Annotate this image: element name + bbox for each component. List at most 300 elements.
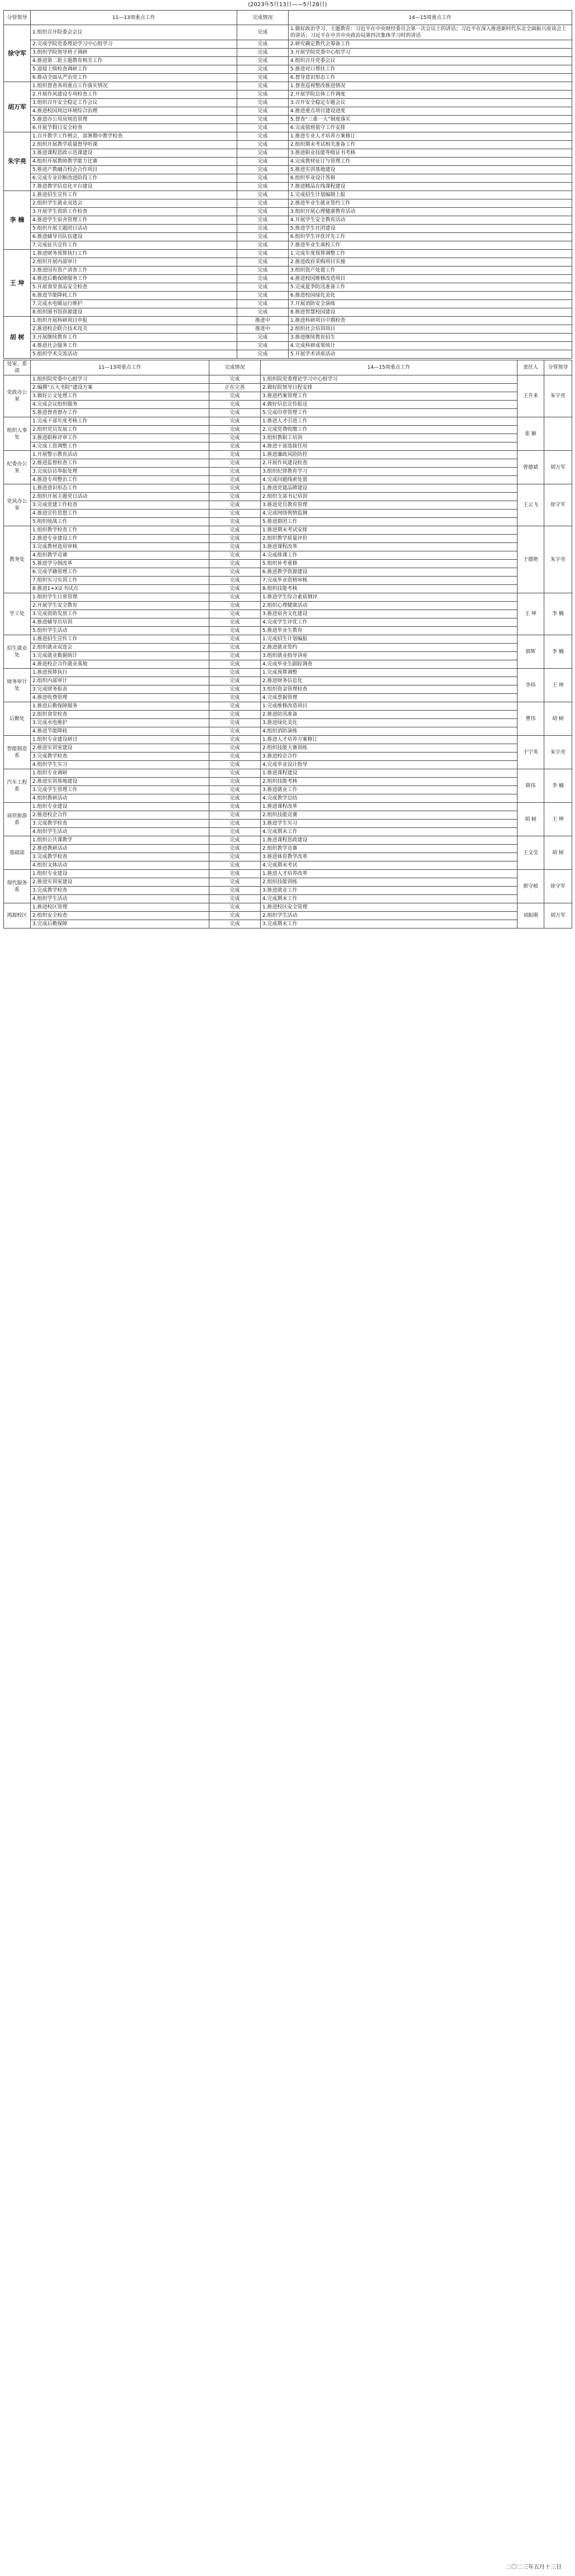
dept-next-task: 1.推进课程建设 [261, 769, 518, 778]
leader-status: 完成 [237, 149, 289, 158]
dept-status: 完成 [209, 761, 261, 769]
dept-next-task: 4.推进干部选拔任用 [261, 442, 518, 451]
leader-prev-task: 5.推进产教融合校企合作项目 [31, 166, 237, 174]
depts-header-next: 14—15周重点工作 [261, 360, 518, 375]
depts-header-person: 责任人 [518, 360, 544, 375]
dept-prev-task: 1.组织院党委中心组学习 [31, 375, 209, 384]
leader-status: 完成 [237, 65, 289, 74]
dept-row [4, 895, 572, 903]
leader-prev-task: 2.组织学生就业双选会 [31, 199, 237, 208]
dept-next-task: 3.推进就业工作 [261, 786, 518, 794]
dept-status: 完成 [209, 618, 261, 627]
dept-row [4, 828, 572, 836]
leader-status: 完成 [237, 107, 289, 116]
dept-prev-task: 2.推进监督检查工作 [31, 459, 209, 468]
dept-row [4, 610, 572, 618]
dept-status: 完成 [209, 560, 261, 568]
leader-next-task: 2.推进政府采购项目实施 [289, 258, 572, 266]
dept-prev-task: 5.推进学分制改革 [31, 560, 209, 568]
dept-row [4, 501, 572, 510]
dept-name: 财务审计处 [4, 669, 31, 702]
dept-next-task: 5.推进毕业生教育 [261, 627, 518, 635]
leader-prev-task: 5.组织开展主题团日活动 [31, 225, 237, 233]
dept-row [4, 442, 572, 451]
dept-row [4, 484, 572, 493]
leader-status: 完成 [237, 199, 289, 208]
leader-row [4, 342, 572, 350]
depts-header-dept: 处室、系部 [4, 360, 31, 375]
dept-status: 正在完善 [209, 384, 261, 392]
leaders-table-body [4, 25, 572, 359]
leaders-table [3, 10, 572, 359]
leader-name: 胡 树 [4, 317, 31, 359]
leader-next-task: 8.推进智慧校园建设 [289, 308, 572, 317]
dept-status: 完成 [209, 468, 261, 476]
dept-next-task: 4.做好信息宣传报送 [261, 401, 518, 409]
leader-status: 完成 [237, 191, 289, 199]
dept-leader: 李 楠 [544, 635, 572, 669]
dept-prev-task: 4.推进节能降耗 [31, 727, 209, 736]
leader-status: 完成 [237, 174, 289, 183]
dept-next-task: 8.组织技能考核 [261, 585, 518, 593]
dept-status: 完成 [209, 401, 261, 409]
dept-next-task: 3.推进就业工作 [261, 887, 518, 895]
leader-status: 完成 [237, 141, 289, 149]
dept-row [4, 618, 572, 627]
leader-status: 完成 [237, 258, 289, 266]
dept-next-task: 2.开展作风建设检查 [261, 459, 518, 468]
dept-next-task: 1.推进党建品牌建设 [261, 484, 518, 493]
leader-row [4, 308, 572, 317]
leader-row [4, 91, 572, 99]
dept-status: 完成 [209, 820, 261, 828]
dept-status: 完成 [209, 895, 261, 903]
dept-next-task: 4.完成期末工作 [261, 828, 518, 836]
leader-prev-task: 3.组织召开安全稳定工作会议 [31, 99, 237, 107]
dept-next-task: 1.完成维修改造项目 [261, 702, 518, 711]
leader-next-task: 3.组织资产处置工作 [289, 266, 572, 275]
dept-status: 完成 [209, 510, 261, 518]
dept-name: 鸿源校区 [4, 903, 31, 928]
dept-prev-task: 4.组织文体活动 [31, 861, 209, 870]
dept-next-task: 5.组织补考重修 [261, 560, 518, 568]
leader-prev-task: 5.推进办公用房规范管理 [31, 116, 237, 124]
dept-next-task: 4.完成票据管理 [261, 694, 518, 702]
dept-row [4, 459, 572, 468]
dept-status: 完成 [209, 811, 261, 820]
dept-status: 完成 [209, 610, 261, 618]
leader-status: 完成 [237, 82, 289, 91]
dept-row [4, 510, 572, 518]
dept-next-task: 3.组织纪律教育学习 [261, 468, 518, 476]
leader-row [4, 124, 572, 132]
dept-prev-task: 1.组织公共课教学 [31, 836, 209, 845]
leader-status: 完成 [237, 241, 289, 250]
dept-next-task: 3.完成期末工作 [261, 920, 518, 928]
dept-status: 完成 [209, 753, 261, 761]
dept-prev-task: 3.完成党建工作检查 [31, 501, 209, 510]
dept-prev-task: 2.组织党员发展工作 [31, 426, 209, 434]
leader-row [4, 233, 572, 241]
dept-prev-task: 2.组织就业双选会 [31, 644, 209, 652]
leader-next-task: 3.召开安全稳定专题会议 [289, 99, 572, 107]
leader-prev-task: 7.完成水电暖运行维护 [31, 300, 237, 308]
dept-next-task: 1.完成预算调整 [261, 669, 518, 677]
dept-person: 胡 树 [518, 803, 544, 836]
leader-name: 李 楠 [4, 191, 31, 250]
leader-status: 完成 [237, 91, 289, 99]
dept-name: 组织人事处 [4, 417, 31, 451]
leader-status: 完成 [237, 342, 289, 350]
dept-prev-task: 2.推进实训室建设 [31, 744, 209, 753]
dept-row [4, 878, 572, 887]
dept-row [4, 685, 572, 694]
dept-row [4, 836, 572, 845]
dept-next-task: 2.推进防汛准备 [261, 711, 518, 719]
dept-prev-task: 2.推进校企合作 [31, 811, 209, 820]
leader-next-task: 5.推进实训基地建设 [289, 166, 572, 174]
dept-status: 完成 [209, 828, 261, 836]
dept-leader: 胡万军 [544, 451, 572, 484]
dept-row [4, 744, 572, 753]
dept-person: 王升来 [518, 375, 544, 417]
dept-person: 王文莹 [518, 836, 544, 870]
dept-next-task: 2.推进财务信息化 [261, 677, 518, 685]
leaders-header-prev: 11—13周重点工作 [31, 11, 237, 25]
dept-next-task: 4.完成毕业生跟踪调查 [261, 660, 518, 669]
leader-row [4, 40, 572, 49]
depts-table [3, 360, 572, 928]
dept-prev-task: 4.推进辅导员培训 [31, 618, 209, 627]
dept-leader: 胡 树 [544, 836, 572, 870]
dept-row [4, 543, 572, 551]
dept-status: 完成 [209, 660, 261, 669]
leader-row [4, 325, 572, 334]
dept-prev-task: 7.组织实习实训工作 [31, 577, 209, 585]
dept-row [4, 384, 572, 392]
leader-next-task: 5.完成夏季防汛准备工作 [289, 283, 572, 292]
dept-row [4, 535, 572, 543]
leader-prev-task: 4.推进社会服务工作 [31, 342, 237, 350]
dept-next-task: 2.组织学生活动 [261, 912, 518, 920]
leader-row [4, 241, 572, 250]
leader-prev-task: 2.完成学院党委理论学习中心组学习 [31, 40, 237, 49]
dept-status: 完成 [209, 920, 261, 928]
leader-next-task: 5.开展学术讲座活动 [289, 350, 572, 359]
leader-row [4, 334, 572, 342]
leader-prev-task: 1.组织开展科研项目申报 [31, 317, 237, 325]
dept-status: 完成 [209, 493, 261, 501]
dept-person: 郭守桢 [518, 870, 544, 903]
leader-next-task: 4.完成科研成果统计 [289, 342, 572, 350]
leader-next-task: 6.推进校园绿化美化 [289, 292, 572, 300]
document-title: (2023年5月13日——5月28日) [248, 2, 327, 8]
leader-status: 完成 [237, 99, 289, 107]
leader-next-task: 5.督查“三重一大”制度落实 [289, 116, 572, 124]
leader-next-task: 3.推进继续教育招生 [289, 334, 572, 342]
dept-prev-task: 4.完成会议组织服务 [31, 401, 209, 409]
dept-prev-task: 2.组织安全检查 [31, 912, 209, 920]
dept-status: 完成 [209, 635, 261, 644]
leader-row [4, 74, 572, 82]
dept-next-task: 3.组织教职工培训 [261, 434, 518, 442]
leader-status: 完成 [237, 183, 289, 191]
dept-status: 完成 [209, 836, 261, 845]
dept-name: 汽车工程系 [4, 769, 31, 803]
dept-status: 完成 [209, 535, 261, 543]
leader-status: 推进中 [237, 317, 289, 325]
dept-name: 现代服务系 [4, 870, 31, 903]
dept-status: 完成 [209, 845, 261, 853]
leader-prev-task: 3.开展学生资助工作检查 [31, 208, 237, 216]
dept-next-task: 2.组织教学质量评价 [261, 535, 518, 543]
dept-leader: 胡 树 [544, 702, 572, 736]
dept-person: 王 坤 [518, 593, 544, 635]
dept-name: 招生就业处 [4, 635, 31, 669]
dept-row [4, 803, 572, 811]
dept-leader: 王 坤 [544, 669, 572, 702]
dept-prev-task: 5.推进督查督办工作 [31, 409, 209, 417]
dept-next-task: 3.推进档案管理工作 [261, 392, 518, 401]
leader-row [4, 258, 572, 266]
dept-prev-task: 4.组织学生活动 [31, 895, 209, 903]
dept-next-task: 1.推进廉政风险防控 [261, 451, 518, 459]
depts-table-body [4, 375, 572, 928]
dept-status: 完成 [209, 887, 261, 895]
leader-prev-task: 5.组织学术交流活动 [31, 350, 237, 359]
depts-header-status: 完成情况 [209, 360, 261, 375]
dept-row [4, 845, 572, 853]
dept-prev-task: 4.推进宣传思想工作 [31, 510, 209, 518]
dept-name: 智能制造系 [4, 736, 31, 769]
dept-prev-task: 3.完成就业数据统计 [31, 652, 209, 660]
dept-prev-task: 2.编撰“五大书院”建设方案 [31, 384, 209, 392]
leader-prev-task: 1.组织召开院委会会议 [31, 25, 237, 40]
dept-next-task: 4.完成毕业设计指导 [261, 761, 518, 769]
dept-status: 完成 [209, 518, 261, 526]
dept-prev-task: 3.完成信访举报处理 [31, 468, 209, 476]
dept-person: 张 颖 [518, 417, 544, 451]
leader-next-task: 1.督查巡视整改推进情况 [289, 82, 572, 91]
dept-leader: 徐守军 [544, 484, 572, 526]
dept-prev-task: 4.组织学生活动 [31, 828, 209, 836]
leader-next-task: 4.推进校园维修改造项目 [289, 275, 572, 283]
leader-row [4, 82, 572, 91]
leader-prev-task: 6.推动全面从严治党工作 [31, 74, 237, 82]
leader-prev-task: 3.推进课程思政示范课建设 [31, 149, 237, 158]
dept-status: 完成 [209, 585, 261, 593]
leader-name: 胡万军 [4, 82, 31, 132]
dept-next-task: 4.完成期末工作 [261, 895, 518, 903]
leader-prev-task: 3.推进国有资产清查工作 [31, 266, 237, 275]
dept-row [4, 753, 572, 761]
leader-prev-task: 2.开展作风建设专项检查工作 [31, 91, 237, 99]
leaders-header-status: 完成情况 [237, 11, 289, 25]
dept-next-task: 1.推进学生综合素质测评 [261, 593, 518, 602]
dept-status: 完成 [209, 794, 261, 803]
dept-next-task: 4.完成教学总结 [261, 794, 518, 803]
leader-prev-task: 7.推进教学信息化平台建设 [31, 183, 237, 191]
leader-status: 完成 [237, 57, 289, 65]
dept-prev-task: 4.推进校企合作就业基地 [31, 660, 209, 669]
dept-name: 党政办公室 [4, 375, 31, 417]
dept-name: 后勤处 [4, 702, 31, 736]
dept-person: 李炜 [518, 669, 544, 702]
leader-row [4, 149, 572, 158]
dept-next-task: 4.组织消防演练 [261, 727, 518, 736]
dept-next-task: 1.完成招生计划编报 [261, 635, 518, 644]
leader-row [4, 283, 572, 292]
dept-status: 完成 [209, 593, 261, 602]
dept-name: 教务处 [4, 526, 31, 593]
dept-next-task: 1.推进期末考试安排 [261, 526, 518, 535]
dept-prev-task: 4.推进收费管理 [31, 694, 209, 702]
dept-person: 曹伟 [518, 702, 544, 736]
leader-prev-task: 4.推进校园周边环境综合治理 [31, 107, 237, 116]
leader-row [4, 174, 572, 183]
dept-prev-task: 1.组织专业调研 [31, 769, 209, 778]
dept-row [4, 727, 572, 736]
leader-row [4, 132, 572, 141]
dept-next-task: 3.推进宿舍文化建设 [261, 610, 518, 618]
leaders-header-leader: 分管领导 [4, 11, 31, 25]
dept-person: 王云飞 [518, 484, 544, 526]
leader-next-task: 3.开展学院党委中心组学习 [289, 49, 572, 57]
dept-leader: 胡万军 [544, 903, 572, 928]
dept-row [4, 912, 572, 920]
dept-row [4, 811, 572, 820]
leader-next-task: 1.做好政治学习、主题教育：习近平在中央财经委员会第一次会议上的讲话；习近平在深入推进新时代东北全面振兴座谈会上的讲话；习近平在中共中央政治局第四次集体学习时的讲话 [289, 25, 572, 40]
dept-status: 完成 [209, 451, 261, 459]
dept-next-task: 2.做好院领导日程安排 [261, 384, 518, 392]
dept-row [4, 644, 572, 652]
leader-next-task: 6.完成值班值守工作安排 [289, 124, 572, 132]
dept-next-task: 4.完成排课工作 [261, 551, 518, 560]
dept-status: 完成 [209, 644, 261, 652]
dept-status: 完成 [209, 669, 261, 677]
dept-prev-task: 5.组织学生活动 [31, 627, 209, 635]
leader-row [4, 191, 572, 199]
dept-status: 完成 [209, 392, 261, 401]
leader-prev-task: 6.开展节假日安全检查 [31, 124, 237, 132]
leader-prev-task: 6.完成专业诊断改进阶段工作 [31, 174, 237, 183]
dept-next-task: 2.组织技能大赛训练 [261, 744, 518, 753]
dept-next-task: 3.推进课程改革 [261, 543, 518, 551]
dept-row [4, 602, 572, 610]
dept-prev-task: 1.推进校区管理 [31, 903, 209, 912]
dept-prev-task: 3.完成教学检查 [31, 820, 209, 828]
dept-prev-task: 4.组织教学竞赛 [31, 551, 209, 560]
depts-header-row [4, 360, 572, 375]
dept-row [4, 375, 572, 384]
dept-row [4, 870, 572, 878]
dept-row [4, 627, 572, 635]
dept-prev-task: 3.完成财务报表 [31, 685, 209, 694]
leader-row [4, 225, 572, 233]
dept-next-task: 4.完成网络舆情监测 [261, 510, 518, 518]
leader-row [4, 57, 572, 65]
dept-status: 完成 [209, 476, 261, 484]
dept-status: 完成 [209, 803, 261, 811]
leader-prev-task: 3.组织学院领导班子调研 [31, 49, 237, 57]
leader-row [4, 141, 572, 149]
dept-next-task: 2.组织支部书记培训 [261, 493, 518, 501]
dept-row [4, 568, 572, 577]
dept-status: 完成 [209, 727, 261, 736]
dept-next-task: 2.组织技能考核 [261, 778, 518, 786]
leader-next-task: 6.组织毕业设计答辩 [289, 174, 572, 183]
dept-leader: 朱宇亮 [544, 526, 572, 593]
dept-leader: 王 坤 [544, 803, 572, 836]
dept-row [4, 711, 572, 719]
leader-next-task: 1.完成年度预算调整工作 [289, 250, 572, 258]
dept-row [4, 426, 572, 434]
leader-prev-task: 2.组织开展内部审计 [31, 258, 237, 266]
leader-status: 完成 [237, 283, 289, 292]
dept-prev-task: 1.完成干部年度考核工作 [31, 417, 209, 426]
dept-status: 完成 [209, 602, 261, 610]
dept-prev-task: 8.推进1+X证书试点 [31, 585, 209, 593]
dept-name: 基础部 [4, 836, 31, 870]
dept-row [4, 434, 572, 442]
dept-next-task: 1.推进人才培养方案修订 [261, 736, 518, 744]
leaders-header-next: 14—15周重点工作 [289, 11, 572, 25]
leader-row [4, 199, 572, 208]
dept-next-task: 3.推进绿化美化 [261, 719, 518, 727]
dept-person: 郭辉 [518, 635, 544, 669]
leader-next-task: 4.推进重点项目建设进度 [289, 107, 572, 116]
leader-row [4, 250, 572, 258]
dept-leader: 李 楠 [544, 593, 572, 635]
dept-leader: 徐守军 [544, 870, 572, 903]
dept-name: 党风办公室 [4, 484, 31, 526]
leader-prev-task: 1.召开教学工作例会，部署期中教学检查 [31, 132, 237, 141]
dept-row [4, 392, 572, 401]
dept-prev-task: 3.完成教材选用审核 [31, 543, 209, 551]
dept-prev-task: 3.完成水电维护 [31, 719, 209, 727]
leader-prev-task: 5.迎接上级检查调研工作 [31, 65, 237, 74]
leader-status: 完成 [237, 132, 289, 141]
leader-prev-task: 4.推进第二批主题教育相关工作 [31, 57, 237, 65]
leader-status: 完成 [237, 25, 289, 40]
dept-status: 完成 [209, 526, 261, 535]
leader-status: 完成 [237, 250, 289, 258]
leader-row [4, 107, 572, 116]
leader-prev-task: 4.组织开展教师教学能力比赛 [31, 158, 237, 166]
leader-status: 完成 [237, 334, 289, 342]
dept-next-task: 3.组织就业指导讲座 [261, 652, 518, 660]
dept-row [4, 778, 572, 786]
leader-status: 完成 [237, 350, 289, 359]
dept-prev-task: 3.完成后勤保障 [31, 920, 209, 928]
leader-status: 完成 [237, 225, 289, 233]
dept-prev-task: 1.组织专业建设 [31, 803, 209, 811]
dept-row [4, 820, 572, 828]
leader-prev-task: 7.完成征兵宣传工作 [31, 241, 237, 250]
dept-status: 完成 [209, 694, 261, 702]
dept-status: 完成 [209, 878, 261, 887]
depts-header-leader: 分管领导 [544, 360, 572, 375]
dept-prev-task: 2.推进实训基地建设 [31, 778, 209, 786]
dept-status: 完成 [209, 711, 261, 719]
dept-status: 完成 [209, 769, 261, 778]
leader-status: 完成 [237, 308, 289, 317]
leader-status: 完成 [237, 233, 289, 241]
leader-status: 完成 [237, 40, 289, 49]
leader-next-task: 7.推进精品在线课程建设 [289, 183, 572, 191]
leaders-header-row [4, 11, 572, 25]
dept-status: 完成 [209, 736, 261, 744]
